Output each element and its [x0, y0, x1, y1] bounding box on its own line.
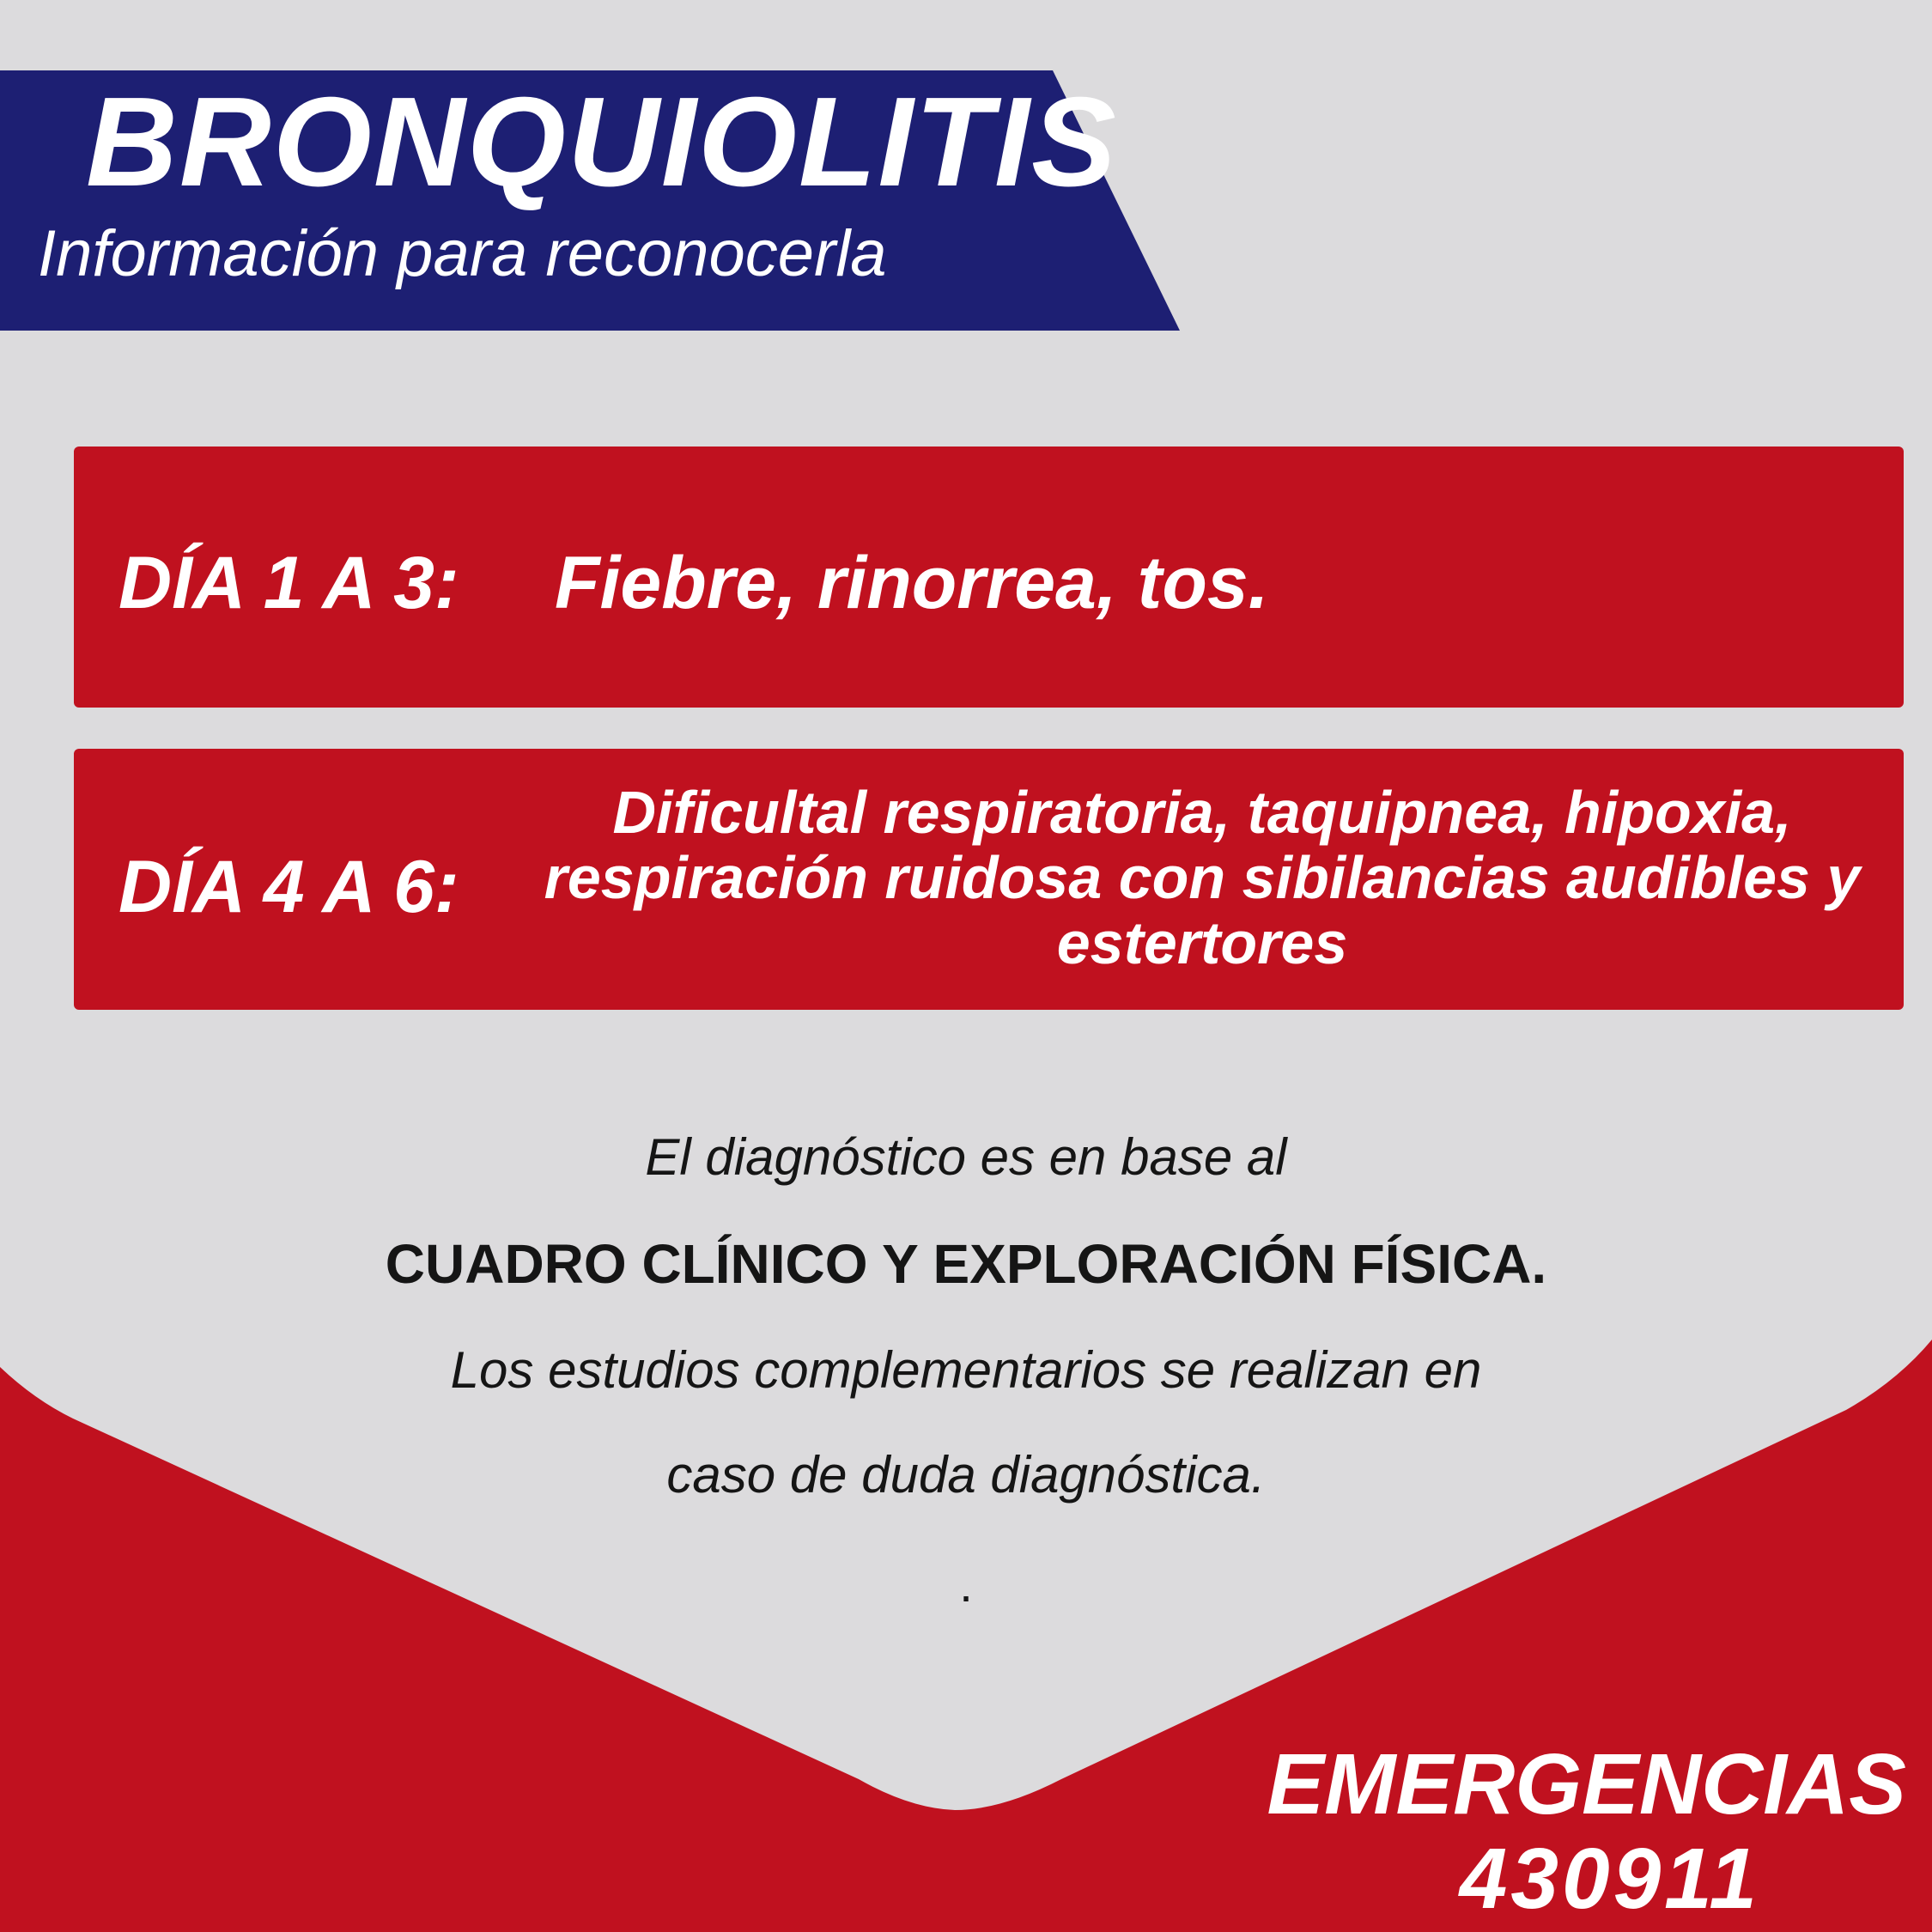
- stage-label: DÍA 1 A 3:: [118, 542, 459, 624]
- trailing-period: .: [959, 1558, 973, 1612]
- emergency-label: EMERGENCIAS: [1267, 1736, 1906, 1832]
- stage-symptoms: Fiebre, rinorrea, tos.: [555, 542, 1269, 624]
- diagnosis-method: CUADRO CLÍNICO Y EXPLORACIÓN FÍSICA.: [385, 1233, 1547, 1295]
- page-subtitle: Información para reconocerla: [38, 217, 887, 290]
- stage-symptoms: Dificultal respiratoria, taquipnea, hipoxia, respiración ruidosa con sibilancias audibles y estertores: [544, 779, 1861, 976]
- stage-label: DÍA 4 A 6:: [118, 846, 459, 928]
- emergency-number: 430911: [1459, 1831, 1760, 1927]
- diagnosis-note-line2: caso de duda diagnóstica.: [666, 1446, 1266, 1504]
- diagnosis-intro: El diagnóstico es en base al: [645, 1128, 1287, 1186]
- page-title: BRONQUIOLITIS: [86, 71, 1118, 213]
- emergency-contact: [1168, 1736, 1906, 1927]
- diagnosis-note-line1: Los estudios complementarios se realizan en: [450, 1341, 1482, 1399]
